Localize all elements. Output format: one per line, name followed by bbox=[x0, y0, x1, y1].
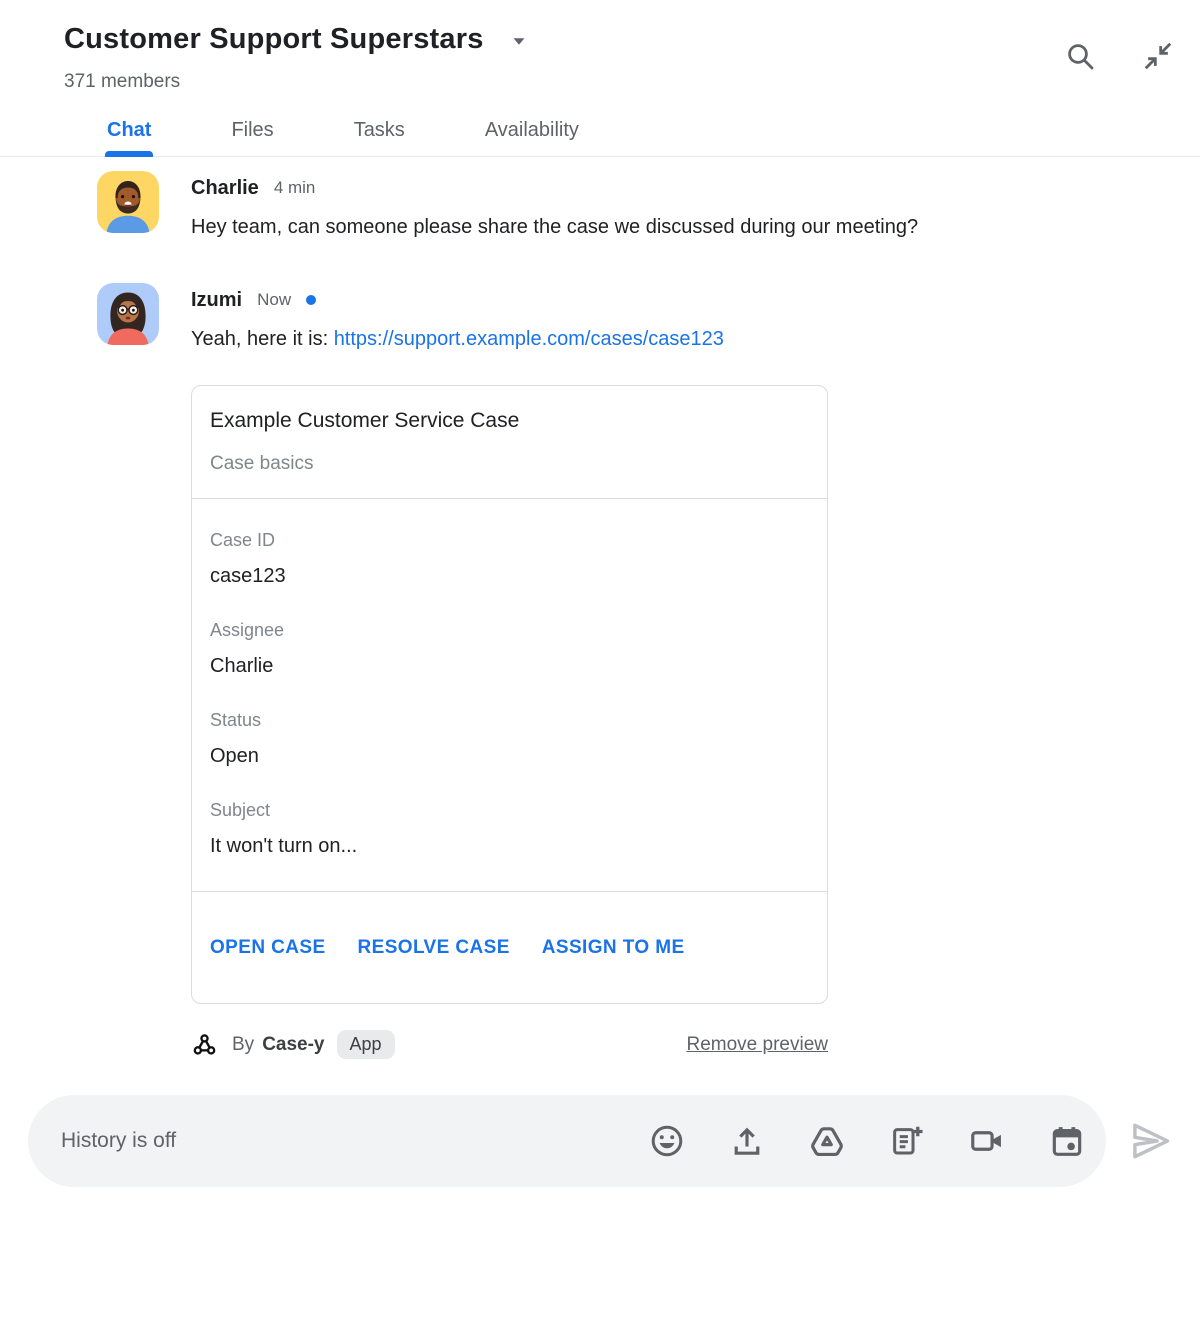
video-call-icon[interactable] bbox=[968, 1122, 1006, 1160]
tab-chat[interactable]: Chat bbox=[107, 119, 152, 141]
assign-to-me-button[interactable]: ASSIGN TO ME bbox=[541, 937, 685, 958]
resolve-case-button[interactable]: RESOLVE CASE bbox=[357, 937, 510, 958]
field-label: Case ID bbox=[210, 530, 276, 550]
message-input[interactable] bbox=[61, 1111, 632, 1171]
card-subtitle: Case basics bbox=[210, 453, 314, 474]
chevron-down-icon bbox=[506, 28, 532, 54]
collapse-icon[interactable] bbox=[1142, 40, 1174, 72]
avatar-charlie[interactable] bbox=[97, 171, 159, 233]
open-case-button[interactable]: OPEN CASE bbox=[210, 937, 326, 958]
message-list bbox=[0, 157, 1200, 1059]
app-badge: App bbox=[337, 1030, 395, 1059]
izumi-avatar-illustration bbox=[97, 283, 159, 345]
app-name: Case-y bbox=[262, 1033, 325, 1055]
message-text: Hey team, can someone please share the case we discussed during our meeting? bbox=[191, 216, 919, 238]
tab-availability[interactable]: Availability bbox=[484, 119, 579, 141]
field-label: Assignee bbox=[210, 620, 285, 640]
by-label: By bbox=[232, 1033, 255, 1055]
send-icon[interactable] bbox=[1128, 1118, 1174, 1164]
message-izumi bbox=[97, 283, 1200, 1059]
field-value: case123 bbox=[210, 565, 286, 587]
message-timestamp: 4 min bbox=[273, 178, 316, 197]
sender-name: Charlie bbox=[191, 176, 259, 199]
upload-icon[interactable] bbox=[728, 1122, 766, 1160]
member-count: 371 members bbox=[64, 71, 181, 92]
field-value: Charlie bbox=[210, 655, 274, 677]
composer-row bbox=[28, 1095, 1174, 1187]
sender-name: Izumi bbox=[191, 288, 243, 311]
message-composer[interactable] bbox=[28, 1095, 1106, 1187]
charlie-avatar-illustration bbox=[97, 171, 159, 233]
room-title-menu[interactable] bbox=[64, 16, 1200, 62]
search-icon[interactable] bbox=[1064, 40, 1096, 72]
message-text bbox=[191, 319, 828, 359]
remove-preview-link[interactable]: Remove preview bbox=[686, 1033, 828, 1055]
link-preview-card bbox=[191, 385, 828, 1004]
case-link[interactable]: https://support.example.com/cases/case123 bbox=[333, 328, 724, 350]
field-assignee bbox=[210, 619, 809, 679]
drive-icon[interactable] bbox=[808, 1122, 846, 1160]
add-task-icon[interactable] bbox=[888, 1122, 926, 1160]
calendar-icon[interactable] bbox=[1048, 1122, 1086, 1160]
unread-dot bbox=[306, 295, 316, 305]
message-text-prefix: Yeah, here it is: bbox=[191, 328, 334, 350]
field-status bbox=[210, 709, 809, 769]
page-title[interactable]: Customer Support Superstars bbox=[64, 22, 484, 55]
tab-files[interactable]: Files bbox=[231, 119, 274, 141]
tab-tasks[interactable]: Tasks bbox=[353, 119, 405, 141]
avatar-izumi[interactable] bbox=[97, 283, 159, 345]
webhook-icon bbox=[191, 1031, 218, 1058]
field-label: Status bbox=[210, 710, 262, 730]
field-value: It won't turn on... bbox=[210, 835, 358, 857]
emoji-icon[interactable] bbox=[648, 1122, 686, 1160]
room-header bbox=[0, 0, 1200, 93]
field-case-id bbox=[210, 529, 809, 589]
message-charlie bbox=[97, 171, 1200, 247]
app-attribution bbox=[191, 1030, 828, 1059]
message-timestamp: Now bbox=[257, 290, 292, 309]
field-value: Open bbox=[210, 745, 259, 767]
tab-bar bbox=[0, 119, 1200, 157]
field-label: Subject bbox=[210, 800, 271, 820]
card-title: Example Customer Service Case bbox=[210, 409, 520, 432]
field-subject bbox=[210, 799, 809, 859]
